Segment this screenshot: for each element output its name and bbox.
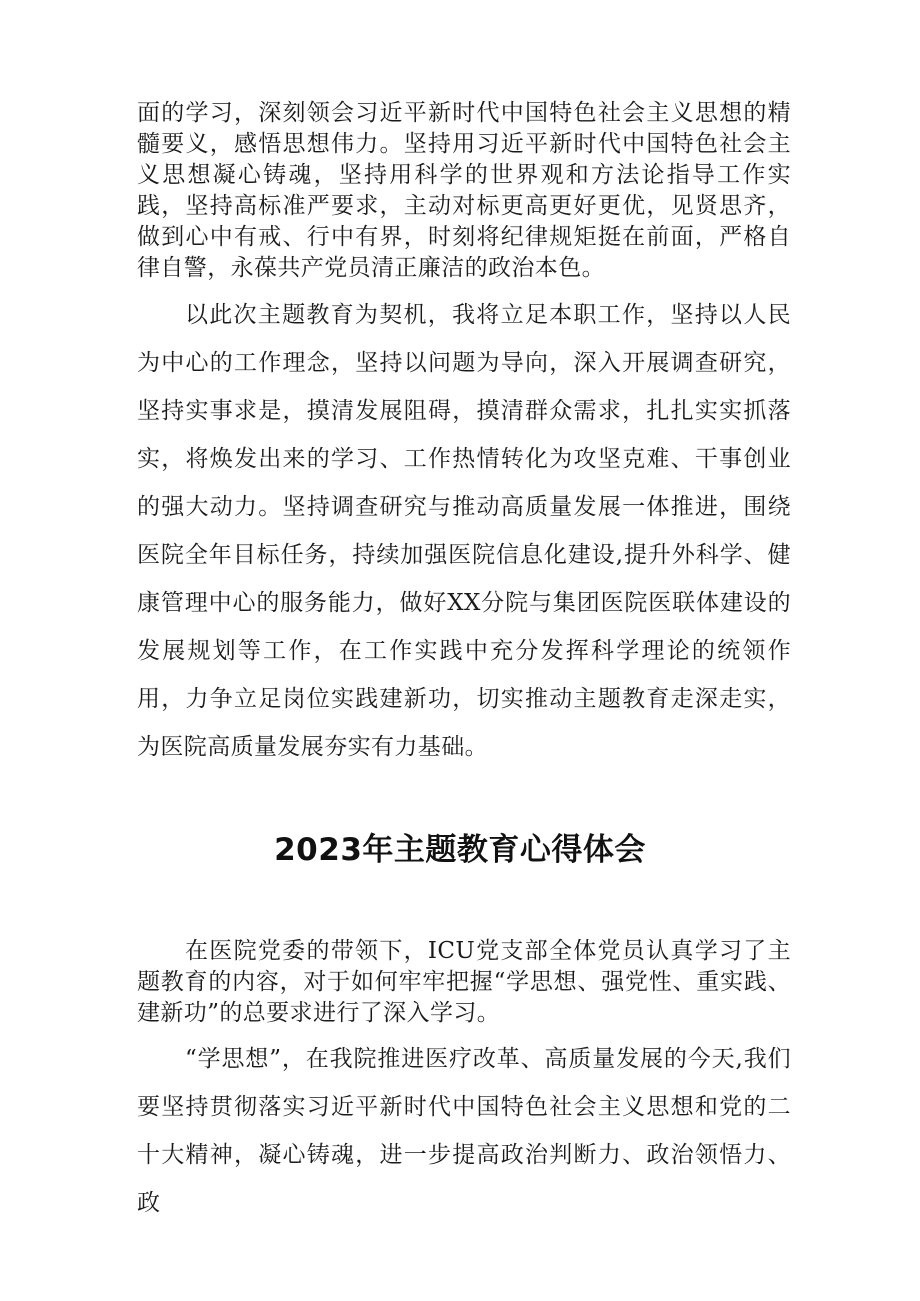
document-title: 2023年主题教育心得体会 xyxy=(274,832,646,868)
body-paragraph: “学思想”，在我院推进医疗改革、高质量发展的今天,我们要坚持贯彻落实习近平新时代中国特色社会主义思想和党的二十大精神，凝心铸魂，进一步提高政治判断力、政治领悟力、政 xyxy=(137,1046,791,1216)
body-paragraph: 以此次主题教育为契机，我将立足本职工作，坚持以人民为中心的工作理念，坚持以问题为导向，深入开展调查研究，坚持实事求是，摸清发展阻碍，摸清群众需求，扎扎实实抓落实，将焕发出来的学习、工作热情转化为攻坚克难、干事创业的强大动力。坚持调查研究与推动高质量发展一体推进，围绕医院全年目标任务，持续加强医院信息化建设,提升外科学、健康管理中心的服务能力，做好XX分院与集团医院医联体建设的发展规划等工作，在工作实践中充分发挥科学理论的统领作用，力争立足岗位实践建新功，切实推动主题教育走深走实，为医院高质量发展夯实有力基础。 xyxy=(137,302,791,760)
body-paragraph: 在医院党委的带领下，ICU党支部全体党员认真学习了主题教育的内容，对于如何牢牢把握“学思想、强党性、重实践、建新功”的总要求进行了深入学习。 xyxy=(137,938,791,1026)
body-paragraph: 面的学习，深刻领会习近平新时代中国特色社会主义思想的精髓要义，感悟思想伟力。坚持用习近平新时代中国特色社会主义思想凝心铸魂，坚持用科学的世界观和方法论指导工作实践，坚持高标准严要求，主动对标更高更好更优，见贤思齐，做到心中有戒、行中有界，时刻将纪律规矩挺在前面，严格自律自警，永葆共产党员清正廉洁的政治本色。 xyxy=(137,100,791,281)
